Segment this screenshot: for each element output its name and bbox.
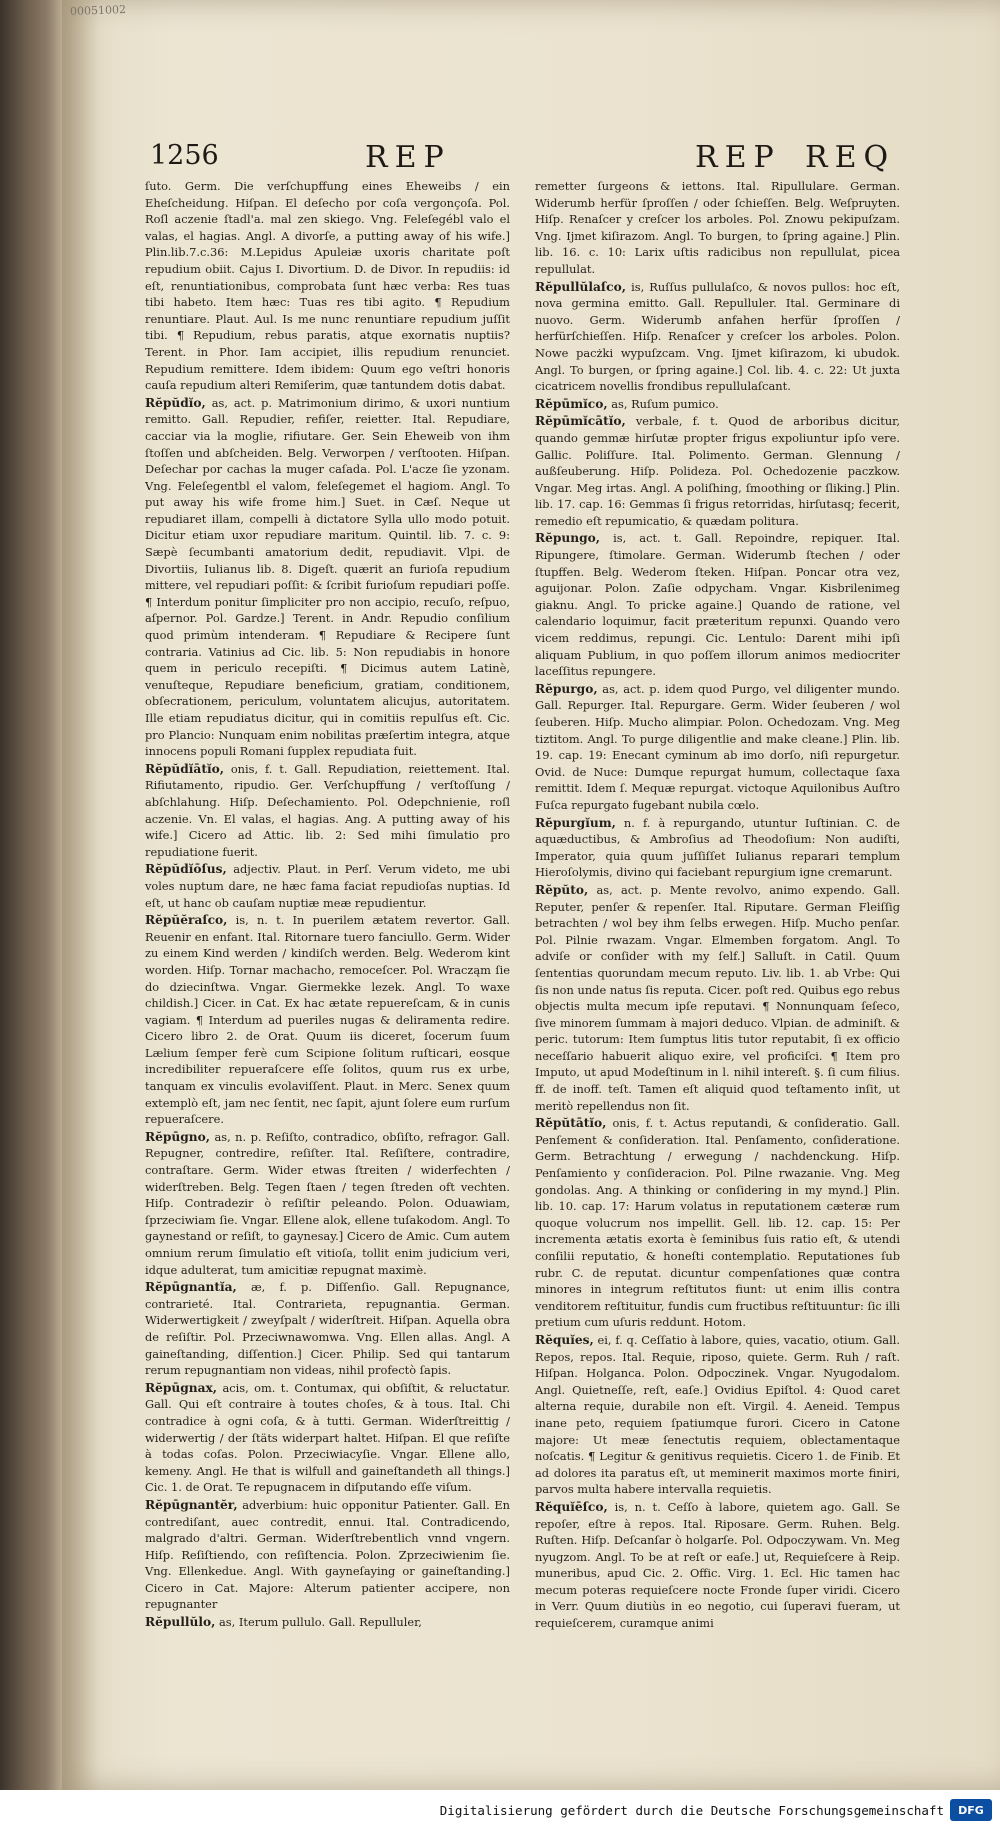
running-head-right: REQ: [805, 140, 896, 175]
entry-text: is, act. t. Gall. Repoindre, repiquer. Ital. Ripungere, ſtimolare. German. Widerumb ſtechen / oder ſtupffen. Belg. Wederom ſteken. Hiſpan. Poncar otra vez, aguijonar. Polon. Zaſie odpycham. Vngar. Kisbrilenimeg giaknu. Angl. To pricke againe.] Quando de ratione, vel calendario loquimur, facit præteritum repunxi. Quando vero vicem reddimus, repungi. Cic. Lentulo: Darent mihi ipſi aliquam Publium, in quo poſſem illorum animos mediocriter laceſſitus repungere.: [535, 531, 900, 679]
dictionary-entry: [535, 681, 900, 814]
entry-lemma: Rĕquĭēſco,: [535, 1499, 608, 1514]
page-header: [150, 140, 910, 180]
left-column: [145, 178, 511, 1630]
entry-lemma: Rĕpūgnantĭa,: [145, 1280, 237, 1295]
entry-text: onis, f. t. Actus reputandi, & conſideratio. Gall. Penſement & conſideration. Ital. Penſamento, conſideratione. Germ. Betrachtung / erwegung / nachdenckung. Hiſp. Penſamiento y conſideracion. Pol. Pilne rwazanie. Vng. Meg gondolas. Ang. A thinking or conſidering in my mynd.] Plin. lib. 10. cap. 17: Harum volatus in reputationem cæteræ rum quoque volucrum nos impellit. Gell. lib. 12. cap. 15: Per incrementa ætatis exorta è ſeminibus ſuis ratio eſt, & utendi conſilii reputatio, & honeſti contemplatio. Reputationes ſub rubr. C. de reputat. dicuntur compenſationes quæ contra minores in integrum reſtitutos fiunt: ut enim illis contra venditorem reſtituitur, fundis cum fructibus reſtituuntur: ſic illi pretium cum uſuris reddunt. Hotom.: [535, 1116, 900, 1330]
dictionary-entry: [535, 1499, 900, 1632]
running-head-left: REP: [365, 140, 451, 175]
dictionary-entry: [145, 1279, 510, 1379]
dictionary-entry: [145, 178, 510, 394]
dictionary-entry: [145, 1129, 510, 1278]
dictionary-entry: [535, 178, 900, 278]
entry-lemma: Rĕpurgĭum,: [535, 815, 616, 830]
page-number: 1256: [150, 140, 219, 171]
dictionary-entry: [145, 1380, 510, 1496]
entry-lemma: Rĕpŭdĭo,: [145, 395, 206, 410]
running-head-mid: REP: [695, 140, 781, 175]
entry-text: as, n. p. Reſiſto, contradico, obſiſto, refragor. Gall. Repugner, contredire, reſiſter. Ital. Reſiſtere, contradire, contraſtare. Germ. Wider etwas ſtreiten / widerfechten / widerſtreben. Belg. Tegen ſtaen / tegen ſtreden oft vechten. Hiſp. Contradezir ò reſiſtir peleando. Polon. Oduawiam, ſprzeciwiam ſie. Vngar. Ellene alok, ellene tuſakodom. Angl. To gaynestand or reſiſt, to gaynesay.] Cicero de Amic. Cum autem omnium rerum ſimulatio eſt vitioſa, tollit enim judicium veri, idque adulterat, tum amicitiæ repugnat maximè.: [145, 1129, 511, 1277]
dictionary-entry: [535, 396, 900, 413]
entry-lemma: Rĕpūgnantĕr,: [145, 1497, 238, 1512]
entry-text: as, Iterum pullulo. Gall. Repulluler,: [219, 1615, 422, 1630]
dictionary-entry: [535, 1332, 900, 1498]
entry-lemma: Rĕpungo,: [535, 531, 601, 546]
dictionary-entry: [145, 1497, 510, 1613]
dictionary-entry: [145, 761, 510, 861]
dictionary-entry: [145, 861, 510, 911]
entry-lemma: Rĕpūgno,: [145, 1129, 211, 1144]
entry-lemma: Rĕpūmĭco,: [535, 396, 608, 411]
dictionary-entry: [535, 1115, 900, 1331]
dictionary-entry: [145, 395, 510, 760]
entry-lemma: Rĕpŭdĭātĭo,: [145, 761, 224, 776]
entry-text: verbale, f. t. Quod de arboribus dicitur, quando gemmæ hirſutæ propter frigus expoliuntur ipſo vere. Gallic. Poliſſure. Ital. Polimento. German. Glennung / außſeuberung. Hiſp. Polideza. Pol. Ochedozenie paczkow. Vngar. Meg irtas. Angl. A poliſhing, ſmoothing or ſliking.] Plin. lib. 17. cap. 16: Gemmas ſi frigus retorridas, hirſutasq; fecerit, remedio eſt repumicatio, & quædam politura.: [535, 414, 900, 528]
dictionary-entry: [145, 1614, 510, 1631]
entry-text: remetter ſurgeons & iettons. Ital. Ripullulare. German. Widerumb herfür ſproſſen / oder ſchieſſen. Belg. Weſpruyten. Hiſp. Renaſcer y creſcer los arboles. Pol. Znowu pekipuſzam. Vng. Ijmet kiſirazom. Angl. To burgen, to ſpring againe.] Plin. lib. 16. c. 10: Larix uſtis radicibus non repullulat, picea repullulat.: [535, 179, 900, 276]
entry-lemma: Rĕpŭĕraſco,: [145, 913, 228, 928]
entry-text: as, Ruſum pumico.: [611, 396, 719, 411]
entry-lemma: Rĕpŭto,: [535, 882, 589, 897]
entry-text: onis, f. t. Gall. Repudiation, reiettement. Ital. Rifiutamento, ripudio. Ger. Verſchupffung / verſtoſſung / abſchlahung. Hiſp. Deſechamiento. Pol. Odepchnienie, roſl aczenie. Vn. El valas, el hagias. Ang. A putting away of his wife.] Cicero ad Attic. lib. 2: Sed mihi ſimulatio pro repudiatione fuerit.: [145, 761, 510, 859]
funding-notice: Digitalisierung gefördert durch die Deutsche Forschungsgemeinschaft: [439, 1803, 944, 1818]
entry-lemma: Rĕquĭes,: [535, 1332, 594, 1347]
entry-text: acis, om. t. Contumax, qui obſiſtit, & reluctatur. Gall. Qui eſt contraire à toutes choſes, & à tous. Ital. Chi contradice à ogni coſa, & à tutti. German. Widerſtreittig / widerwertig / der ſtäts widerpart haltet. Hiſpan. El que reſiſte à todas coſas. Polon. Przeciwiacyſie. Vngar. Ellene allo, kemeny. Angl. He that is wilfull and gaineſtandeth all things.] Cic. 1. de Orat. Te repugnacem in diſputando eſſe viſum.: [145, 1380, 510, 1495]
entry-lemma: Rĕpūgnax,: [145, 1380, 218, 1395]
entry-lemma: Rĕpŭtātĭo,: [535, 1116, 607, 1131]
entry-text: is, n. t. Ceſſo à labore, quietem ago. Gall. Se repoſer, eſtre à repos. Ital. Riposare. Germ. Ruhen. Belg. Ruſten. Hiſp. Deſcanſar ò holgarſe. Pol. Odpoczywam. Vn. Meg nyugzom. Angl. To be at reſt or eaſe.] ut, Requieſcere à Reip. muneribus, apud Cic. 2. Offic. Virg. 1. Ecl. Hic tamen hac mecum poteras requieſcere nocte Fronde ſuper viridi. Cicero in Verr. Quum diutiùs in eo negotio, cui ſuperavi fueram, ut requieſcerem, curamque animi: [535, 1499, 900, 1631]
entry-text: ſuto. Germ. Die verſchupffung eines Eheweibs / ein Eheſcheidung. Hiſpan. El deſecho por coſa vergonçoſa. Pol. Roſl aczenie ſtadl'a. mal zen skiego. Vng. Feleſegébl valo el valas, el hagias. Angl. A divorſe, a putting away of his wife.] Plin.lib.7.c.36: M.Lepidus Apuleiæ uxoris charitate poſt repudium obiit. Cajus I. Divortium. D. de Divor. In repudiis: id eſt, renuntiationibus, comprobata ſunt hæc verba: Res tuas tibi habeto. Item hæc: Tuas res tibi agito. ¶ Repudium renuntiare. Plaut. Aul. Is me nunc renuntiare repudium juſſit tibi. ¶ Repudium, rebus paratis, atque exornatis nuptiis? Terent. in Phor. Iam accipiet, illis repudium renunciet. Repudium remittere. Idem ibidem: Quum ego veſtri honoris cauſa repudium alteri Remiſerim, quæ tantundem dotis dabat.: [145, 179, 510, 393]
dfg-logo: DFG: [950, 1799, 992, 1821]
entry-text: as, act. p. Matrimonium dirimo, & uxori nuntium remitto. Gall. Repudier, refiſer, reietter. Ital. Repudiare, cacciar via la moglie, rifiutare. Ger. Sein Eheweib von ihm ſtoſſen und abſcheiden. Belg. Verworpen / verſtooten. Hiſpan. Deſechar por cachas la muger caſada. Pol. L'acze ſie yzonam. Vng. Feleſegentbl el valom, feleſegemet el hagiom. Angl. To put away his wife frome him.] Suet. in Cæſ. Neque ut repudiaret illam, compelli à dictatore Sylla ullo modo potuit. Dicitur etiam uxor repudiare maritum. Quintil. lib. 7. c. 9: Sæpè ſecumbanti amatorium dedit, repudiavit. Vlpi. de Divortiis, Iulianus lib. 8. Digeſt. quærit an furioſa repudium mittere, vel repudiari poſſit: & ſcribit furioſum repudiari poſſe. ¶ Interdum ponitur ſimpliciter pro non accipio, recuſo, reſpuo, aſpernor. Pol. Gardze.] Terent. in Andr. Repudio conſilium quod primùm intenderam. ¶ Repudiare & Recipere ſunt contraria. Vatinius ad Cic. lib. 5: Non repudiabis in honore quem in periculo recepiſti. ¶ Dicimus autem Latinè, venuſteque, Repudiare beneficium, gratiam, conditionem, obſecrationem, periculum, voluntatem alicujus, autoritatem. Ille etiam repudiatus dicitur, qui in comitiis repulſus eſt. Cic. pro Plancio: Nunquam enim nobilitas præſertim integra, atque innocens populi Romani ſupplex repudiata fuit.: [145, 395, 510, 759]
entry-lemma: Rĕpullŭlaſco,: [535, 279, 626, 294]
dictionary-entry: [535, 279, 900, 395]
entry-text: adjectiv. Plaut. in Perſ. Verum videto, me ubi voles nuptum dare, ne hæc fama faciat repudioſas nuptias. Id eſt, ut hanc ob cauſam nuptiæ meæ repudientur.: [145, 862, 510, 910]
footer-bar: [0, 1790, 1000, 1831]
dictionary-entry: [535, 882, 900, 1114]
entry-lemma: Rĕpurgo,: [535, 681, 598, 696]
entry-text: adverbium: huic opponitur Patienter. Gall. En contrediſant, auec contredit, ennui. Ital. Contradicendo, malgrado d'altri. German. Widerſtrebentlich vnnd vngern. Hiſp. Reſiſtiendo, con reſiſtencia. Polon. Zprzeciwienim ſie. Vng. Ellenkedue. Angl. With gayneſaying or gaineſtanding.] Cicero in Cat. Majore: Alterum patienter accipere, non repugnanter: [145, 1497, 510, 1612]
entry-lemma: Rĕpŭdĭōſus,: [145, 862, 227, 877]
dictionary-entry: [535, 413, 900, 529]
entry-text: æ, f. p. Diſſenſio. Gall. Repugnance, contrarieté. Ital. Contrarieta, repugnantia. German. Widerwertigkeit / zweyſpalt / widerſtreit. Hiſpan. Aquella obra de reſiſtir. Pol. Przeciwnawomwa. Vng. Ellen allas. Angl. A gaineſtanding, diſſention.] Cicer. Philip. Sed qui tantarum rerum repugnantiam non videas, nihil profectò ſapis.: [145, 1280, 511, 1378]
entry-text: ei, f. q. Ceſſatio à labore, quies, vacatio, otium. Gall. Repos, repos. Ital. Requie, riposo, quiete. Germ. Ruh / raſt. Hiſpan. Holganca. Polon. Odpoczinek. Vngar. Nyugodalom. Angl. Quietneſſe, reſt, eaſe.] Ovidius Epiſtol. 4: Quod caret alterna requie, durabile non eſt. Virgil. 4. Aeneid. Tempus inane peto, requiem ſpatiumque furori. Cicero in Catone majore: Ut meæ ſenectutis requiem, oblectamentaque noſcatis. ¶ Legitur & genitivus requietis. Cicero 1. de Finib. Et ad dolores ita paratus eſt, ut meminerit maximos morte finiri, parvos multa habere intervalla requietis.: [535, 1332, 900, 1497]
entry-text: as, act. p. idem quod Purgo, vel diligenter mundo. Gall. Repurger. Ital. Repurgare. Germ. Wider ſeuberen / wol ſeuberen. Hiſp. Mucho alimpiar. Polon. Ochedozam. Vng. Meg tiztitom. Angl. To purge diligentlie and make cleane.] Plin. lib. 19. cap. 19: Enecant cyminum ab imo dorſo, niſi repurgetur. Ovid. de Nuce: Dumque repurgat humum, collectaque ſaxa remittit. Idem ſ. Mequæ repurgat. victoque Aquilonibus Auſtro Fuſca repurgato fugebant nubila cœlo.: [535, 681, 900, 812]
book-gutter: [0, 0, 62, 1831]
dictionary-entry: [535, 530, 900, 679]
right-column: [535, 178, 900, 1728]
entry-text: is, n. t. In puerilem ætatem revertor. Gall. Reuenir en enfant. Ital. Ritornare tuero fanciullo. Germ. Wider zu einem Kind werden / kindiſch werden. Belg. Wederom kint worden. Hiſp. Tornar machacho, remoceſcer. Pol. Wracząm ſie do dziecinſtwa. Vngar. Giermekke lezek. Angl. To waxe childish.] Cicer. in Cat. Ex hac ætate repuereſcam, & in cunis vagiam. ¶ Interdum ad pueriles nugas & deliramenta redire. Cicero libro 2. de Orat. Quum iis diceret, ſocerum ſuum Lælium ſemper ferè cum Scipione ſolitum ruſticari, eosque incredibiliter repueraſcere eſſe ſolitos, quum rus ex urbe, tanquam ex vinculis evolaviſſent. Plaut. in Merc. Senex quum extemplò eſt, jam nec ſentit, nec ſapit, ajunt ſolere eum rurſum repueraſcere.: [145, 913, 510, 1127]
dictionary-entry: [145, 912, 510, 1128]
entry-lemma: Rĕpullŭlo,: [145, 1615, 216, 1630]
entry-text: n. f. à repurgando, utuntur Iuſtinian. C. de aquæductibus, & Ambroſius ad Theodoſium: Non audiſti, Imperator, quia quum juſſiſſet Iulianus reparari templum Hieroſolymis, divino qui faciebant repurgium igne cremarunt.: [535, 815, 900, 880]
scan-signature: 00051002: [69, 3, 127, 18]
entry-lemma: Rĕpūmĭcātĭo,: [535, 414, 626, 429]
dictionary-entry: [535, 815, 900, 881]
entry-text: as, act. p. Mente revolvo, animo expendo. Gall. Reputer, penſer & repenſer. Ital. Riputare. German Fleiſſig betrachten / wol bey ihm ſelbs erwegen. Hiſp. Mucho penſar. Pol. Pilnie rwazam. Vngar. Elmemben forgatom. Angl. To adviſe or conſider with my ſelf.] Salluſt. in Catil. Quum ſententias quorundam mecum reputo. Liv. lib. 1. ab Vrbe: Qui ſis non unde natus ſis reputa. Cicer. poſt red. Quibus ego rebus objectis multa mecum ipſe reputavi. ¶ Nonnunquam ſeſeco, ſive minorem ſummam à majori deduco. Vlpian. de adminiſt. & peric. tutorum: Item ſumptus litis tutor reputabit, ſi ex officio neceſſario habuerit aliquo exire, vel proficiſci. ¶ Item pro Imputo, ut apud Modeſtinum in l. nihil intereſt. §. ſi cum filius. ff. de inoff. teſt. Tamen eſt aliquid quod teſtamento inſit, ut meritò repellendus non ſit.: [535, 882, 900, 1113]
entry-text: is, Ruſſus pullulaſco, & novos pullos: hoc eſt, nova germina emitto. Gall. Repulluler. Ital. Germinare di nuovo. Germ. Widerumb anfahen herfür ſproſſen / herfürſchieſſen. Hiſp. Renaſcer y creſcer los arboles. Polon. Nowe pacżki wypuſzcam. Vng. Ijmet kiſirazom, ki ubudok. Angl. To burgen, or ſpring againe.] Col. lib. 4. c. 22: Ut juxta cicatricem novellis frondibus repullulaſcant.: [535, 279, 900, 394]
